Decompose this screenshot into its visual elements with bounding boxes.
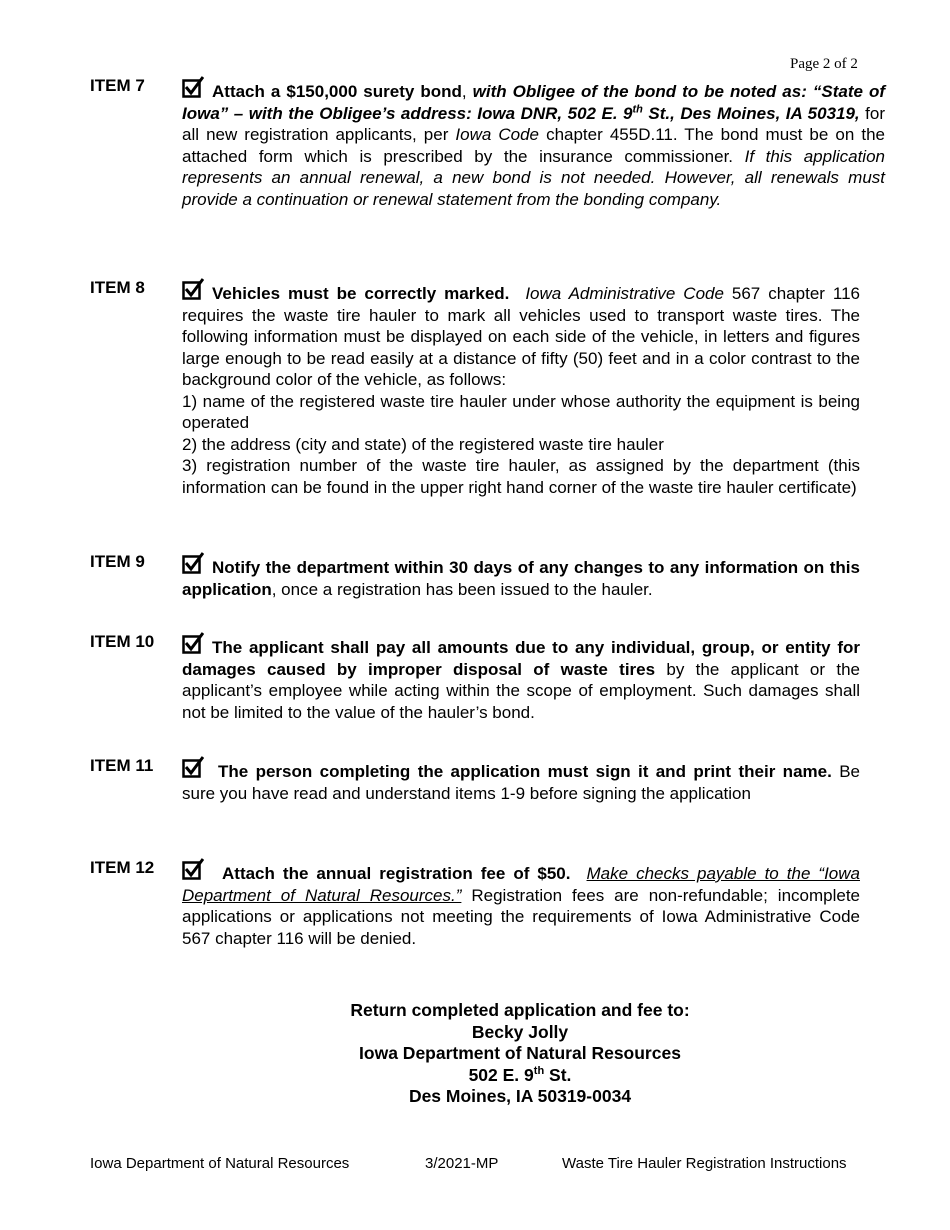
item-lead: Attach the annual registration fee of $50.: [222, 864, 571, 883]
item-obligee: with Obligee of the bond to be noted as: “State of Iowa” – with the Obligee’s address: Iowa DNR, 502 E. 9: [182, 82, 886, 123]
item-lead: Attach a $150,000 surety bond: [212, 82, 462, 101]
page-number: Page 2 of 2: [790, 56, 858, 72]
checked-box-icon: [182, 858, 204, 880]
item-text: by the applicant or the applicant’s employee while acting within the scope of employment. Such damages shall not be limited to the value of the hauler’s bond.: [182, 659, 860, 722]
item-lead: The person completing the application must sign it and print their name.: [218, 762, 832, 781]
item-label: ITEM 8: [90, 278, 145, 297]
checked-box-icon: [182, 76, 204, 98]
item-label: ITEM 7: [90, 76, 145, 95]
item-italic: If this application represents an annual renewal, a new bond is not needed. However, all renewals must provide a continuation or renewal statement from the bonding company.: [182, 146, 885, 209]
return-name: Becky Jolly: [471, 1021, 569, 1042]
item-text: 567 chapter 116 requires the waste tire hauler to mark all vehicles used to transport waste tires. The following information must be displayed on each side of the vehicle, in letters and figures large enough to be read easily at a distance of fifty (50) feet and in a color contrast to the background color of the vehicle, as follows:: [182, 284, 860, 389]
item-label: ITEM 11: [90, 756, 154, 775]
return-street: [270, 1065, 770, 1087]
item-text: Be sure you have read and understand items 1-9 before signing the application: [182, 762, 860, 803]
item-lead: The applicant shall pay all amounts due to any individual, group, or entity for damages caused by improper disposal of waste tires: [182, 638, 860, 679]
item-body: [182, 632, 860, 723]
item-italic: Iowa Administrative Code: [525, 284, 724, 303]
checked-box-icon: [182, 632, 204, 654]
list-item: 3) registration number of the waste tire hauler, as assigned by the department (this information can be found in the upper right hand corner of the waste tire hauler certificate): [182, 456, 860, 497]
footer-right: Waste Tire Hauler Registration Instructions: [562, 1155, 847, 1172]
item-label: ITEM 10: [90, 632, 155, 651]
street-post: St.: [544, 1064, 572, 1085]
payable-note: Make checks payable to the “Iowa Department of Natural Resources.”: [182, 864, 860, 905]
return-org: Iowa Department of Natural Resources: [359, 1043, 681, 1063]
item-sup: th: [632, 102, 643, 115]
return-heading: Return completed application and fee to:: [350, 1000, 690, 1020]
item-body: [182, 858, 860, 949]
footer-center: 3/2021-MP: [425, 1155, 499, 1172]
checked-box-icon: [182, 756, 204, 778]
item-body: [182, 552, 860, 600]
item-label: ITEM 9: [90, 552, 145, 571]
list-item: 1) name of the registered waste tire hauler under whose authority the equipment is being operated: [182, 391, 860, 432]
item-text: Registration fees are non-refundable; incomplete applications or applications not meeting the requirements of Iowa Administrative Code 567 chapter 116 will be denied.: [182, 885, 861, 948]
item-body: [182, 756, 860, 804]
street-sup: th: [533, 1064, 545, 1077]
item-label: ITEM 12: [90, 858, 155, 877]
item-text: for all new registration applicants, per: [182, 103, 885, 144]
item-obligee-city: St., Des Moines, IA 50319,: [642, 103, 860, 123]
item-italic: Iowa Code: [455, 125, 540, 144]
checked-box-icon: [182, 552, 204, 574]
item-body: [182, 278, 860, 498]
item-lead: Notify the department within 30 days of any changes to any information on this application: [182, 558, 860, 599]
checked-box-icon: [182, 278, 204, 300]
return-address-block: [270, 1000, 770, 1108]
item-text: , once a registration has been issued to the hauler.: [271, 579, 653, 599]
street-pre: 502 E. 9: [468, 1064, 534, 1085]
return-city: Des Moines, IA 50319-0034: [408, 1086, 632, 1106]
footer-left: Iowa Department of Natural Resources: [90, 1155, 350, 1172]
item-body: [182, 76, 885, 210]
item-text: ,: [461, 82, 473, 101]
item-lead: Vehicles must be correctly marked.: [212, 284, 510, 303]
list-item: 2) the address (city and state) of the registered waste tire hauler: [182, 434, 664, 454]
item-text: chapter 455D.11. The bond must be on the attached form which is prescribed by the insurance commissioner.: [182, 125, 885, 166]
